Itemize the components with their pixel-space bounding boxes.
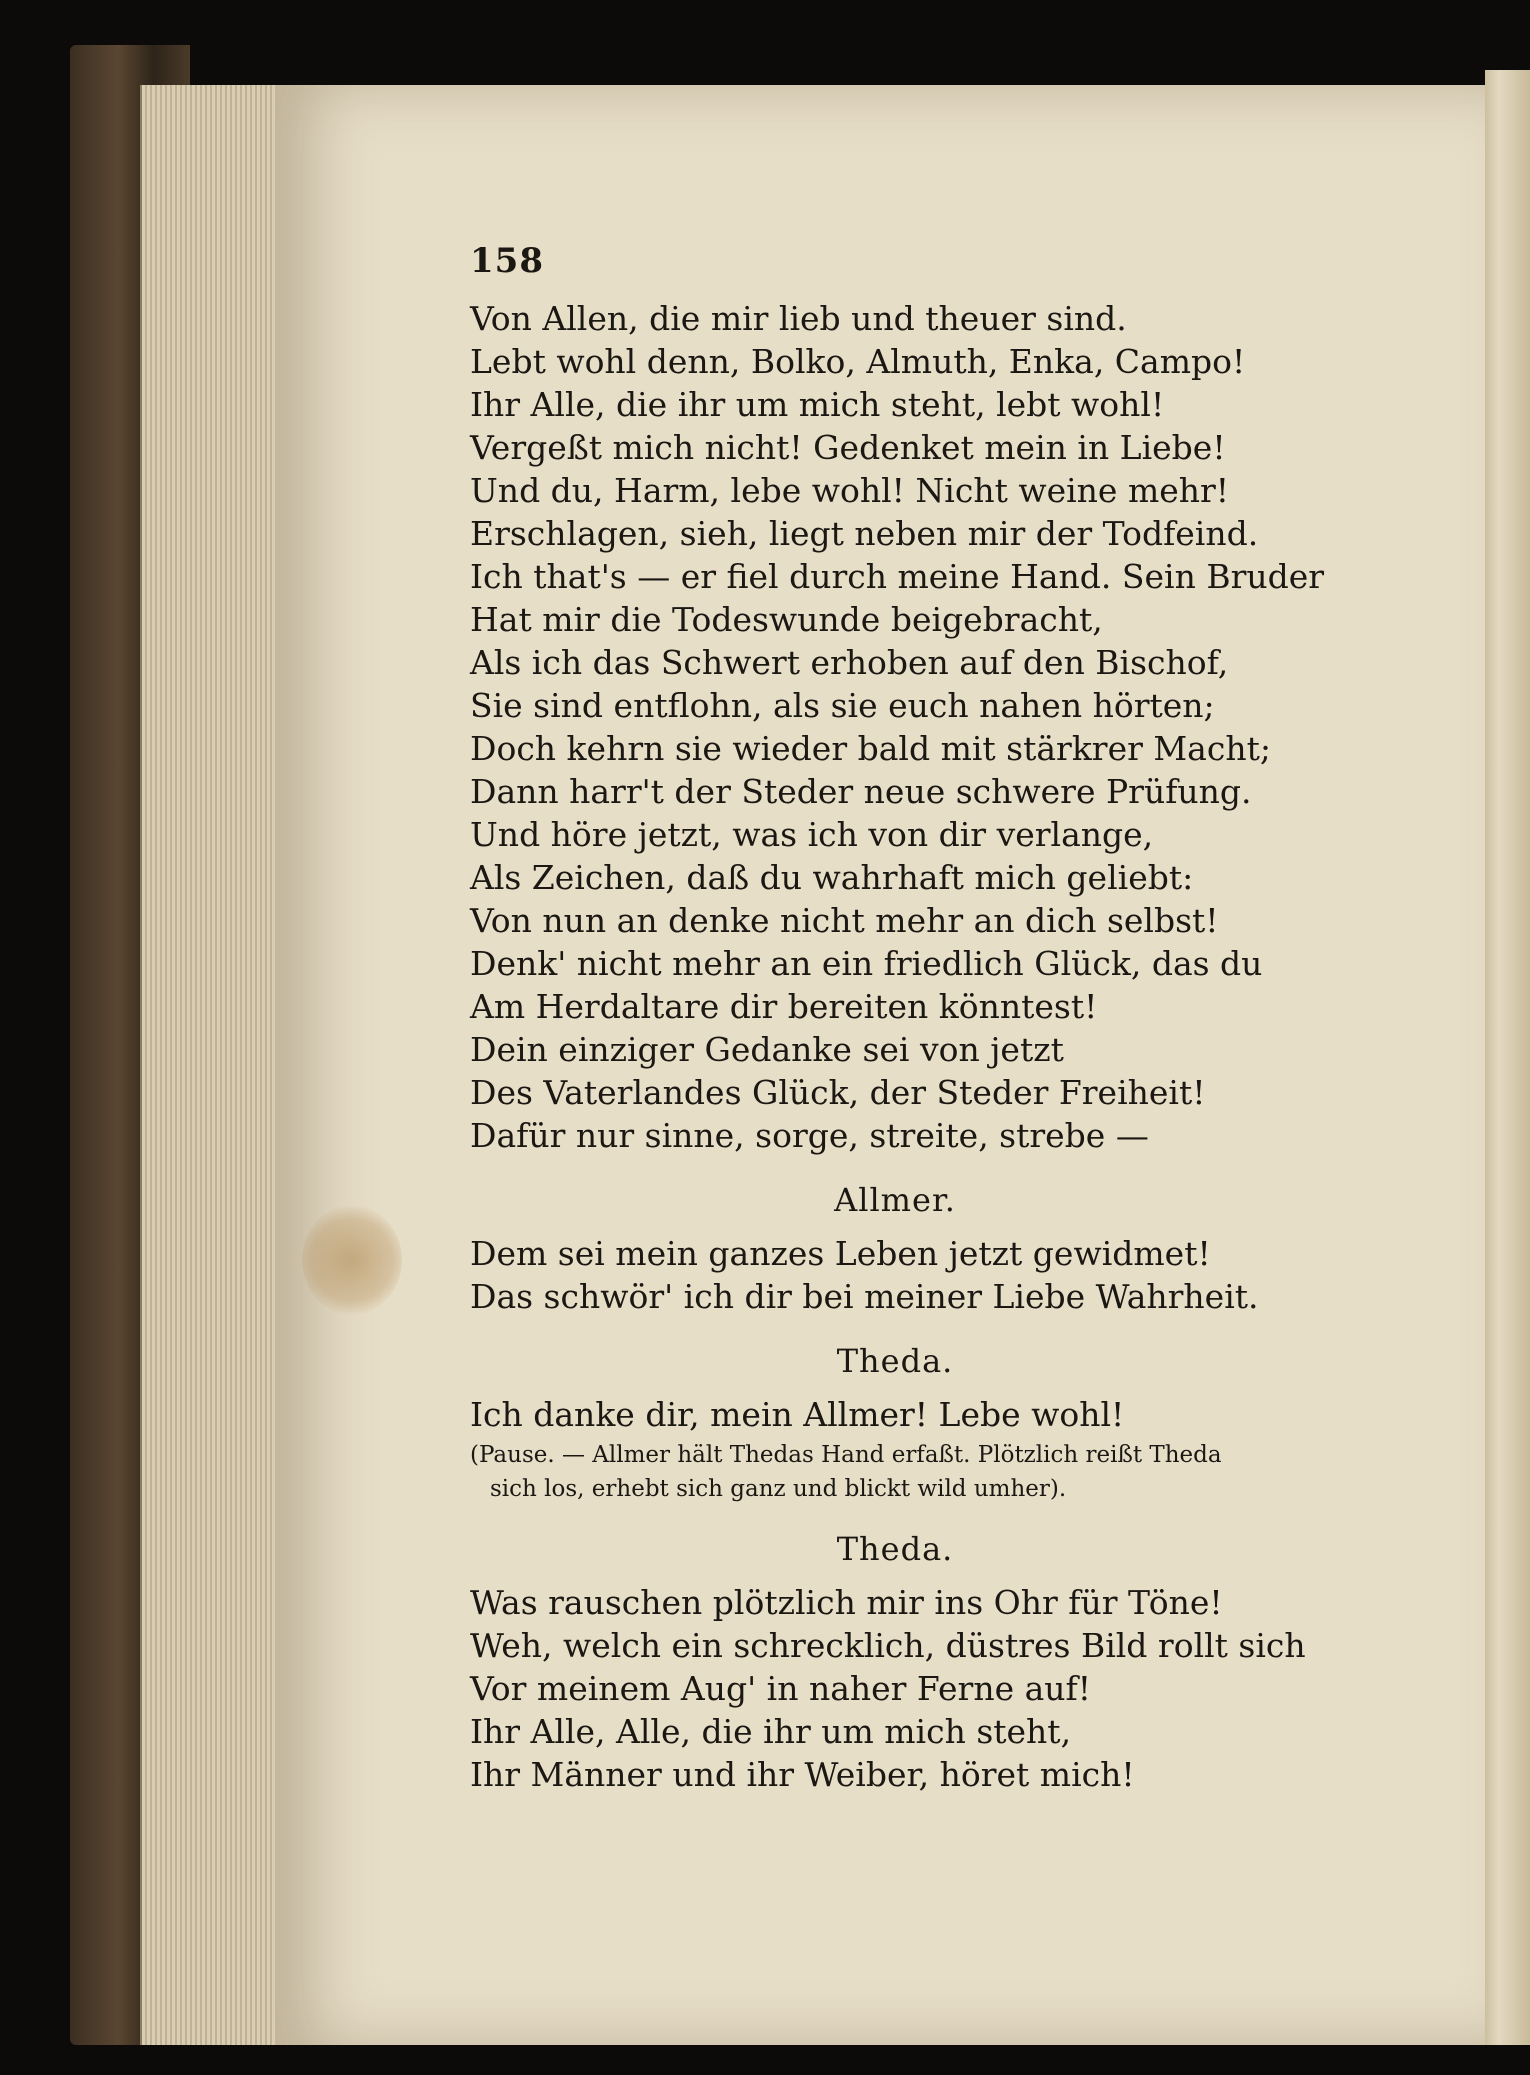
verse-line: Dann harr't der Steder neue schwere Prüfung. [470, 772, 1252, 811]
page-number: 158 [470, 241, 544, 281]
verse-block-1 [470, 297, 1325, 1157]
verse-line: Von Allen, die mir lieb und theuer sind. [470, 299, 1127, 338]
verse-line: Hat mir die Todeswunde beigebracht, [470, 600, 1103, 639]
verse-block-4 [470, 1581, 1320, 1796]
page-stack-edge [140, 85, 282, 2045]
verse-line: Und höre jetzt, was ich von dir verlange, [470, 815, 1154, 854]
verse-line: Von nun an denke nicht mehr an dich selbst! [470, 901, 1219, 940]
verse-line: Ihr Alle, Alle, die ihr um mich steht, [470, 1712, 1072, 1751]
verse-line: Sie sind entflohn, als sie euch nahen hörten; [470, 686, 1215, 725]
verse-line: Lebt wohl denn, Bolko, Almuth, Enka, Campo! [470, 342, 1246, 381]
verse-line: Des Vaterlandes Glück, der Steder Freiheit! [470, 1073, 1206, 1112]
verse-line: Ich that's — er fiel durch meine Hand. Sein Bruder [470, 557, 1325, 596]
facing-page-edge [1485, 70, 1530, 2045]
verse-line: Doch kehrn sie wieder bald mit stärkrer Macht; [470, 729, 1271, 768]
verse-line: Ich danke dir, mein Allmer! Lebe wohl! [470, 1395, 1125, 1434]
verse-line: Weh, welch ein schrecklich, düstres Bild rollt sich [470, 1626, 1306, 1665]
page-text [470, 240, 1325, 1796]
verse-line: Und du, Harm, lebe wohl! Nicht weine mehr! [470, 471, 1230, 510]
verse-line: Dem sei mein ganzes Leben jetzt gewidmet! [470, 1234, 1211, 1273]
verse-line: Dafür nur sinne, sorge, streite, strebe — [470, 1116, 1149, 1155]
verse-line: Ihr Männer und ihr Weiber, höret mich! [470, 1755, 1135, 1794]
verse-block-3 [470, 1393, 1320, 1436]
stage-direction-line: (Pause. — Allmer hält Thedas Hand erfaßt. Plötzlich reißt Theda [470, 1442, 1222, 1468]
verse-line: Das schwör' ich dir bei meiner Liebe Wahrheit. [470, 1277, 1259, 1316]
verse-line: Vergeßt mich nicht! Gedenket mein in Liebe! [470, 428, 1226, 467]
speaker-name-theda: Theda. [836, 1342, 954, 1380]
verse-line: Was rauschen plötzlich mir ins Ohr für Töne! [470, 1583, 1223, 1622]
verse-line: Als Zeichen, daß du wahrhaft mich geliebt: [470, 858, 1194, 897]
verse-block-2 [470, 1232, 1320, 1318]
verse-line: Vor meinem Aug' in naher Ferne auf! [470, 1669, 1091, 1708]
verse-line: Ihr Alle, die ihr um mich steht, lebt wohl! [470, 385, 1165, 424]
verse-line: Dein einziger Gedanke sei von jetzt [470, 1030, 1064, 1069]
verse-line: Als ich das Schwert erhoben auf den Bischof, [470, 643, 1229, 682]
speaker-name-theda: Theda. [836, 1530, 954, 1568]
verse-line: Am Herdaltare dir bereiten könntest! [470, 987, 1098, 1026]
stage-direction [470, 1438, 1320, 1506]
speaker-name-allmer: Allmer. [834, 1181, 956, 1219]
water-stain [302, 1205, 402, 1315]
verse-line: Erschlagen, sieh, liegt neben mir der Todfeind. [470, 514, 1259, 553]
verse-line: Denk' nicht mehr an ein friedlich Glück, das du [470, 944, 1263, 983]
stage-direction-line: sich los, erhebt sich ganz und blickt wild umher). [490, 1476, 1067, 1502]
